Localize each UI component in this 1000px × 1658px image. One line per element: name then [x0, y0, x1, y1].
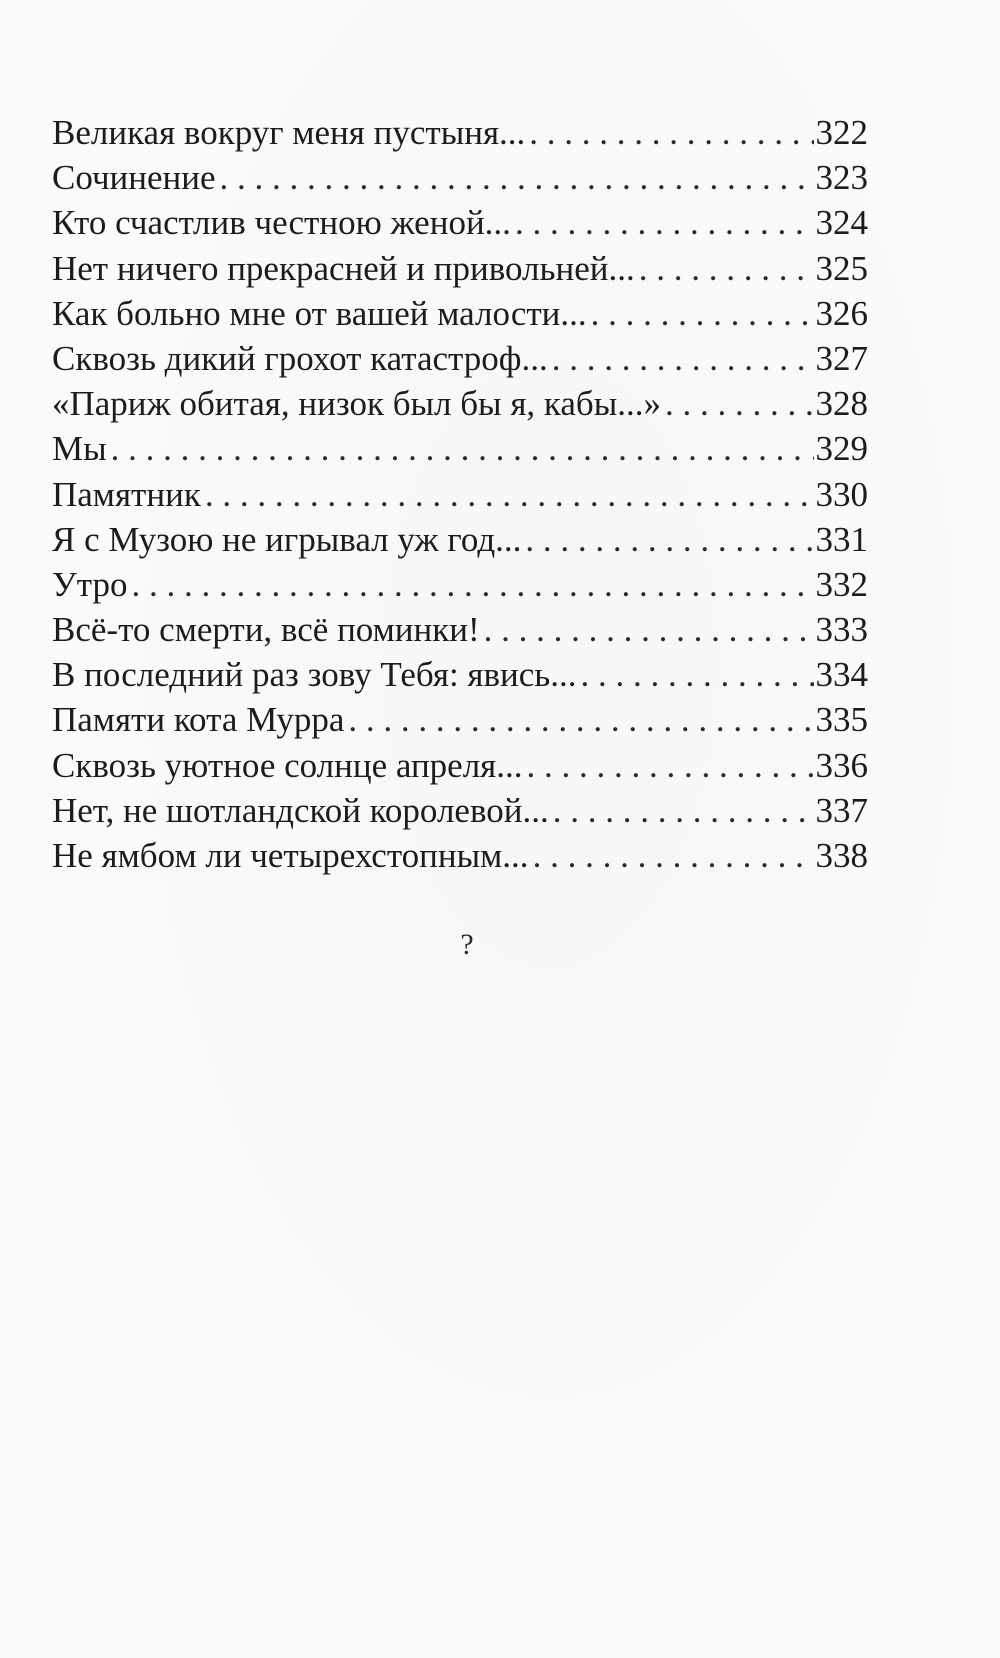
toc-entry-title: Памятник: [52, 474, 201, 514]
toc-entry-title: Я с Музою не игрывал уж год...: [52, 519, 522, 559]
toc-entry-title: Всё-то смерти, всё поминки!: [52, 610, 480, 650]
toc-entry-title: Сочинение: [52, 158, 216, 198]
toc-entry: [52, 472, 868, 517]
toc-entry-title: Великая вокруг меня пустыня...: [52, 113, 526, 152]
toc-entry-page: 330: [815, 474, 868, 514]
toc-entry-title: Кто счастлив честною женой...: [52, 203, 511, 243]
dot-leader: [533, 833, 814, 878]
dot-leader: [111, 426, 814, 471]
toc-entry: [52, 200, 868, 245]
dot-leader: [484, 607, 814, 652]
toc-entry-title: Нет ничего прекрасней и привольней...: [52, 248, 635, 288]
toc-entry-page: 328: [815, 384, 868, 424]
dot-leader: [525, 517, 813, 562]
toc-entry: [52, 381, 868, 426]
dot-leader: [527, 743, 814, 788]
toc-entry-title: Памяти кота Мурра: [52, 700, 345, 740]
toc-entry-page: 329: [815, 429, 868, 469]
toc-entry-page: 335: [815, 700, 868, 740]
dot-leader: [591, 291, 814, 336]
toc-entry-page: 337: [815, 790, 868, 830]
toc-entry-page: 333: [815, 610, 868, 650]
toc-entry-page: 336: [815, 745, 868, 785]
toc-entry-page: 323: [815, 158, 868, 198]
toc-entry: [52, 697, 868, 742]
toc-entry: [52, 336, 868, 381]
dot-leader: [132, 562, 814, 607]
dot-leader: [665, 381, 814, 426]
toc-entry-title: Утро: [52, 564, 128, 604]
toc-entry: [52, 743, 868, 788]
dot-leader: [553, 788, 814, 833]
toc-entry-title: Сквозь уютное солнце апреля...: [52, 745, 523, 785]
toc-entry: [52, 652, 868, 697]
toc-entry: [52, 291, 868, 336]
toc-entry-page: 327: [815, 338, 868, 378]
dot-leader: [529, 110, 813, 155]
toc-entry: [52, 155, 868, 200]
toc-entry-title: Нет, не шотландской королевой...: [52, 790, 549, 830]
toc-entry-page: 338: [815, 836, 868, 875]
end-mark: ?: [460, 928, 474, 961]
toc-entry-page: 322: [815, 113, 868, 152]
toc-entry-page: 325: [815, 248, 868, 288]
toc-entry-title: Не ямбом ли четырехстопным...: [52, 836, 529, 875]
toc-entry: [52, 110, 868, 155]
dot-leader: [639, 246, 814, 291]
toc-entry-title: Мы: [52, 429, 107, 469]
dot-leader: [581, 652, 814, 697]
toc-entry-title: Сквозь дикий грохот катастроф...: [52, 338, 548, 378]
toc-entry-title: В последний раз зову Тебя: явись...: [52, 655, 577, 695]
toc-entry-page: 331: [815, 519, 868, 559]
toc-entry: [52, 833, 868, 878]
toc-entry-page: 326: [815, 293, 868, 333]
toc-entry-title: «Париж обитая, низок был бы я, кабы...»: [52, 384, 661, 424]
dot-leader: [552, 336, 814, 381]
toc-entry: [52, 562, 868, 607]
toc-entry: [52, 607, 868, 652]
dot-leader: [220, 155, 814, 200]
toc-entry-page: 332: [815, 564, 868, 604]
toc-entry: [52, 788, 868, 833]
dot-leader: [205, 472, 814, 517]
table-of-contents: [52, 110, 868, 878]
toc-entry-page: 334: [815, 655, 868, 695]
toc-entry-page: 324: [815, 203, 868, 243]
toc-entry: [52, 517, 868, 562]
toc-entry-title: Как больно мне от вашей малости...: [52, 293, 587, 333]
toc-entry: [52, 246, 868, 291]
dot-leader: [348, 697, 813, 742]
dot-leader: [515, 200, 814, 245]
toc-entry: [52, 426, 868, 471]
